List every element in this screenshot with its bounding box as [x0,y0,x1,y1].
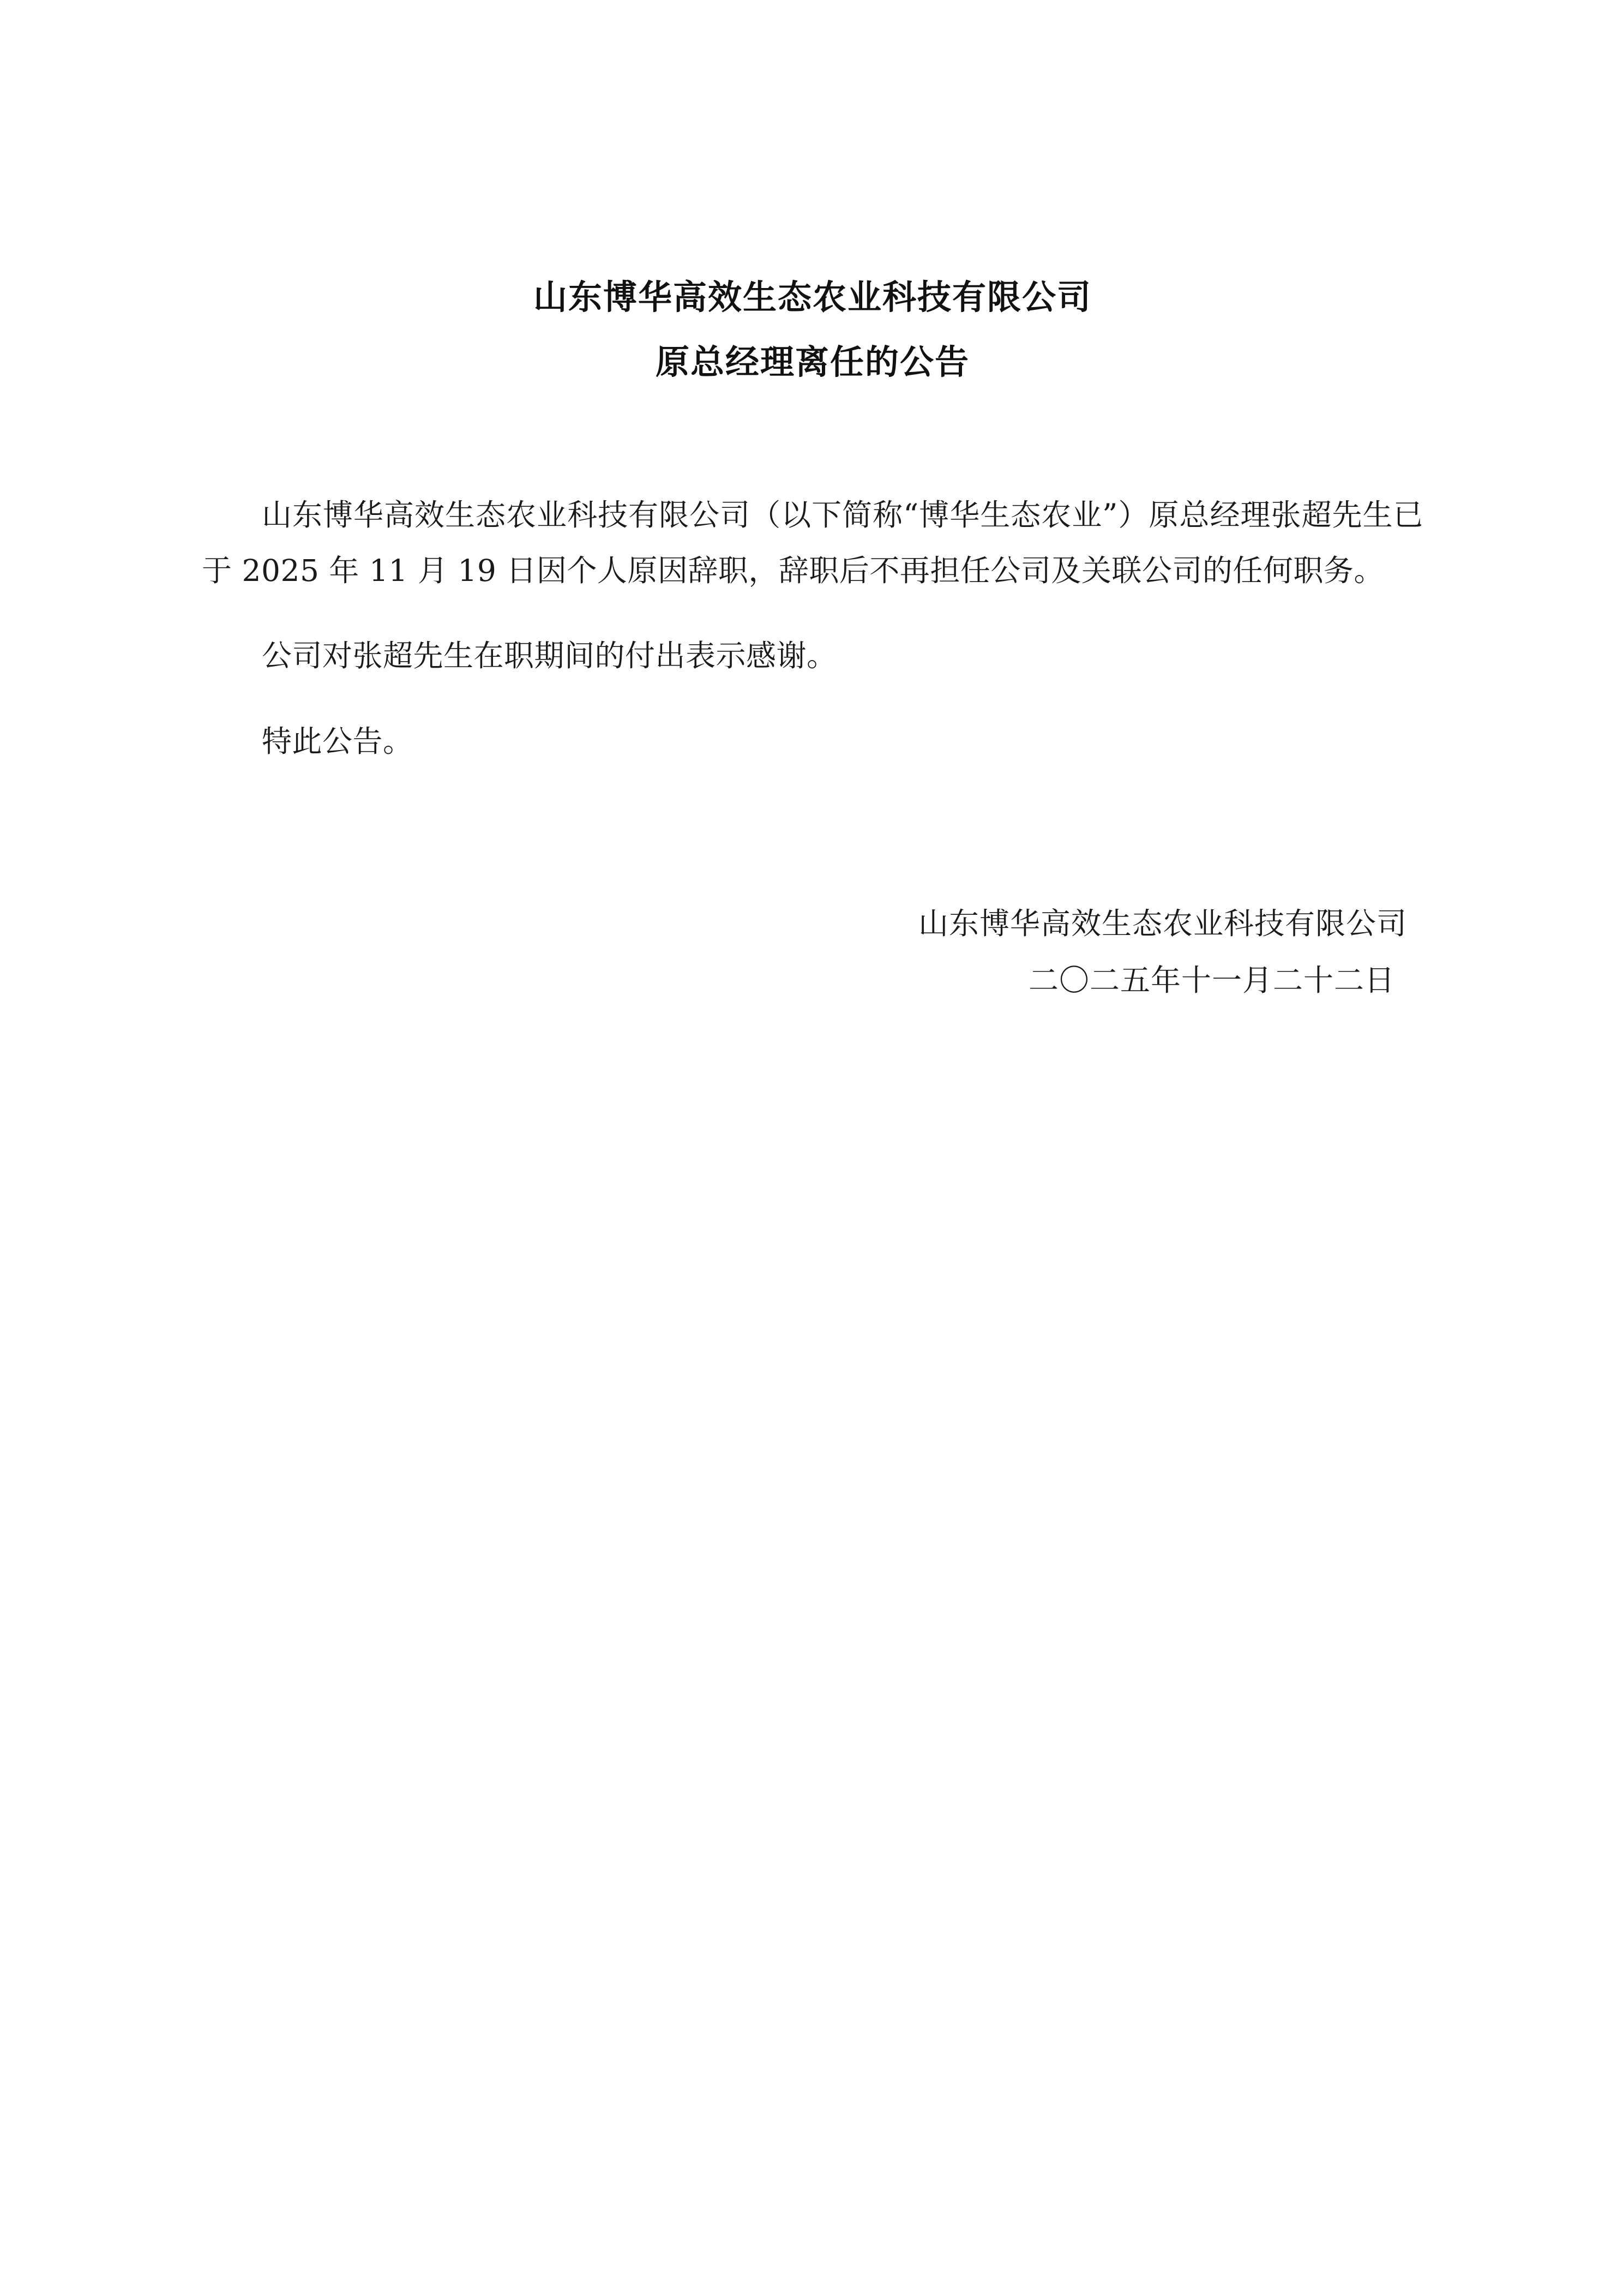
title-line-2: 原总经理离任的公告 [655,342,970,382]
signature-company: 山东博华高效生态农业科技有限公司 [918,906,1407,941]
body-paragraph-1: 山东博华高效生态农业科技有限公司（以下简称“博华生态农业”）原总经理张超先生已于 2025 年 11 月 19 日因个人原因辞职，辞职后不再担任公司及关联公司的任何职务。 [202,497,1423,588]
title-line-1: 山东博华高效生态农业科技有限公司 [533,277,1092,317]
signature-date: 二〇二五年十一月二十二日 [1028,963,1395,998]
body-paragraph-2: 公司对张超先生在职期间的付出表示感谢。 [262,638,837,674]
document-body [202,488,1423,770]
signature-block [202,895,1423,1009]
document-content [202,0,1423,1009]
body-paragraph-3: 特此公告。 [262,724,413,759]
document-title [202,278,1423,381]
